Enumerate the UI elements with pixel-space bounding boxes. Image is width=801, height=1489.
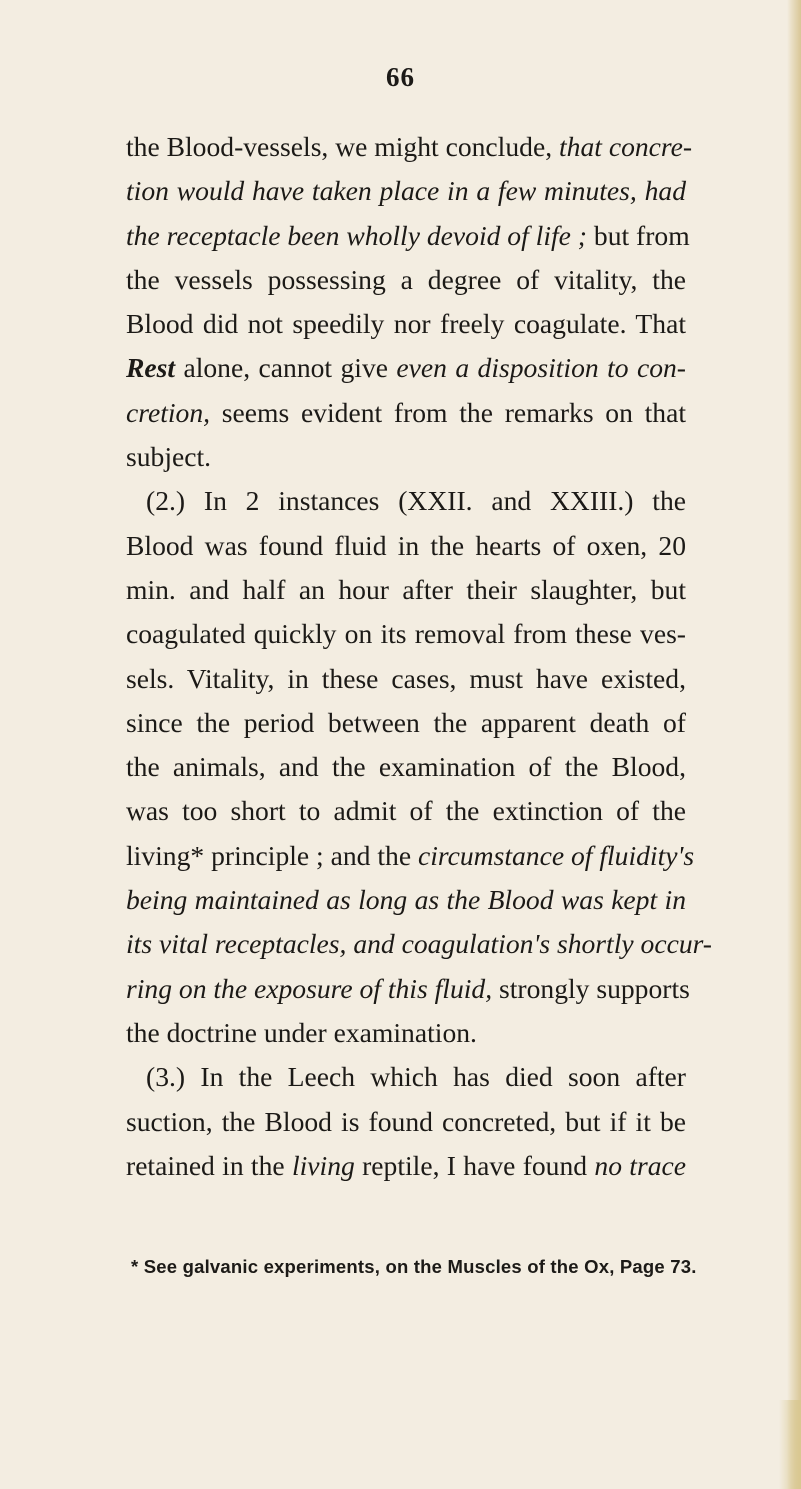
page-edge-shading [787, 0, 801, 1489]
text-line [126, 878, 686, 922]
italic-text: cretion, [126, 396, 211, 428]
italic-text: its vital receptacles, and coagulation's shortly occur- [126, 928, 712, 960]
text-segment: the doctrine under examination. [126, 1016, 477, 1048]
text-segment: Blood was found fluid in the hearts of oxen, 20 [126, 529, 686, 561]
italic-text: even a disposition to con- [396, 352, 686, 384]
text-line [126, 125, 693, 169]
text-line [126, 1144, 686, 1188]
italic-text: Rest [126, 352, 176, 384]
text-segment: the animals, and the examination of the Blood, [126, 751, 686, 783]
text-segment: coagulated quickly on its removal from these ves- [126, 618, 686, 650]
text-line [126, 1011, 686, 1055]
text-line [126, 789, 686, 833]
text-segment: the vessels possessing a degree of vitality, the [126, 263, 686, 295]
text-segment: was too short to admit of the extinction of the [126, 795, 686, 827]
text-segment: subject. [126, 441, 212, 473]
text-line [126, 834, 695, 878]
text-segment: seems evident from the remarks on that [210, 396, 686, 428]
text-line [126, 391, 686, 435]
body-text [126, 125, 712, 1188]
text-line [126, 967, 690, 1011]
italic-text: circumstance of fluidity's [417, 839, 695, 871]
italic-text: no trace [594, 1149, 686, 1181]
text-segment: living* principle ; and the [126, 839, 418, 871]
text-segment: (3.) In the Leech which has died soon after [146, 1061, 686, 1093]
text-segment: strongly supports [492, 972, 690, 1004]
text-line [126, 435, 686, 479]
text-segment: min. and half an hour after their slaughter, but [126, 573, 686, 605]
text-line [126, 1100, 686, 1144]
italic-text: living [291, 1149, 355, 1181]
text-line [126, 346, 686, 390]
text-segment: sels. Vitality, in these cases, must have existed, [126, 662, 686, 694]
text-segment: suction, the Blood is found concreted, but if it be [126, 1105, 686, 1137]
text-segment: (2.) In 2 instances (XXII. and XXIII.) the [146, 485, 686, 517]
text-line [126, 745, 686, 789]
italic-text: being maintained as long as the Blood was kept in [126, 884, 686, 916]
text-line [126, 612, 686, 656]
text-line [126, 169, 686, 213]
text-segment: Blood did not speedily nor freely coagulate. That [126, 308, 686, 340]
text-line [126, 258, 686, 302]
text-line [126, 479, 686, 523]
text-line [126, 524, 686, 568]
italic-text: that concre- [559, 131, 693, 162]
text-segment: the Blood-vessels, we might conclude, [126, 131, 559, 162]
italic-text: tion would have taken place in a few minutes, had [126, 175, 686, 207]
text-segment: since the period between the apparent death of [126, 706, 686, 738]
text-line [126, 701, 686, 745]
italic-text: ring on the exposure of this fluid, [126, 972, 493, 1004]
italic-text: the receptacle been wholly devoid of life ; [126, 219, 587, 251]
footnote: * See galvanic experiments, on the Muscles of the Ox, Page 73. [131, 1256, 697, 1277]
page-edge-stain [779, 1400, 801, 1489]
text-segment: alone, cannot give [175, 352, 397, 384]
text-segment: reptile, I have found [354, 1149, 595, 1181]
text-line [126, 922, 712, 966]
text-line [126, 214, 690, 258]
text-line [126, 657, 686, 701]
text-line [126, 302, 686, 346]
text-segment: retained in the [126, 1149, 292, 1181]
text-segment: but from [587, 219, 690, 251]
text-line [126, 568, 686, 612]
text-line [126, 1055, 686, 1099]
page-number: 66 [386, 62, 415, 92]
